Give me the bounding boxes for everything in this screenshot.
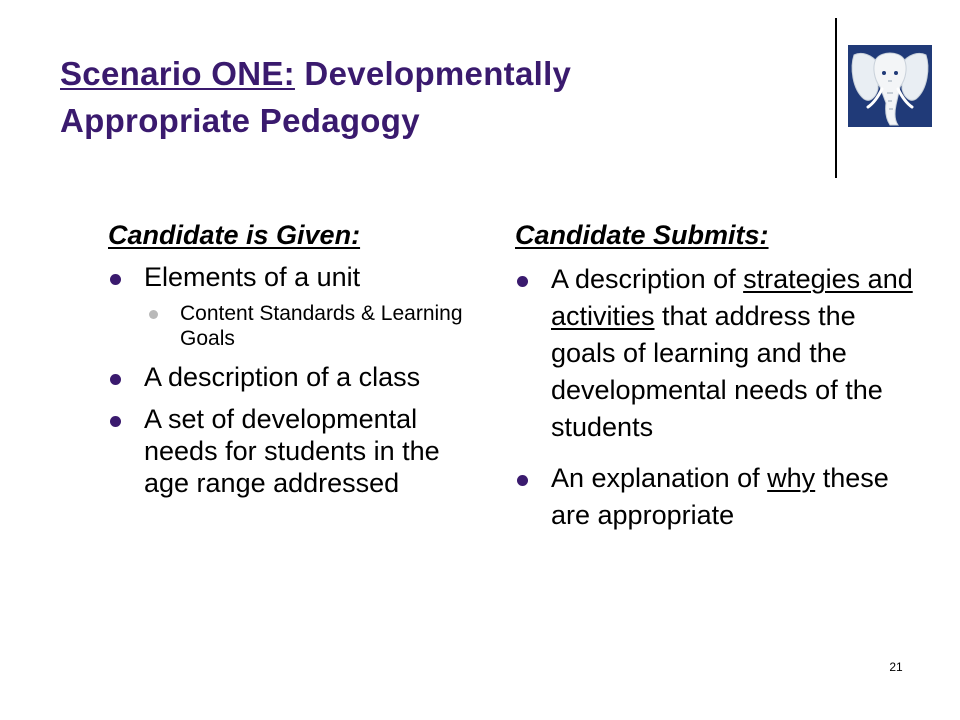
submits-heading: Candidate Submits: [515,220,769,250]
slide-title [60,50,780,144]
list-item [108,261,468,351]
given-heading: Candidate is Given: [108,220,361,250]
list-item [515,460,915,534]
list-item: A description of a class [108,361,468,393]
sub-list-item: Content Standards & Learning Goals [144,301,468,351]
page-number: 21 [889,660,903,674]
item-text: that address the goals of learning and the developmental needs of the students [551,301,883,442]
list-item: A set of developmental needs for students in the age range addressed [108,403,468,499]
title-prefix: Scenario ONE: [60,55,295,92]
vertical-divider [835,18,837,178]
item-text: An explanation of [551,463,768,493]
given-list [108,261,468,499]
elephant-logo-graphic [848,45,932,127]
title-rest: Developmentally [294,55,572,92]
submits-column [515,215,915,548]
item-text: these are appropriate [551,463,889,530]
item-text: A description of [551,264,744,294]
given-sublist [144,301,468,351]
given-item-text: Elements of a unit [144,262,361,292]
emphasis-text: why [767,463,816,493]
given-column [108,215,468,509]
list-item [515,261,915,446]
elephant-logo-icon [848,45,932,127]
emphasis-text: strategies and activities [551,264,913,331]
title-line2: Appropriate Pedagogy [60,102,420,139]
submits-list [515,261,915,534]
